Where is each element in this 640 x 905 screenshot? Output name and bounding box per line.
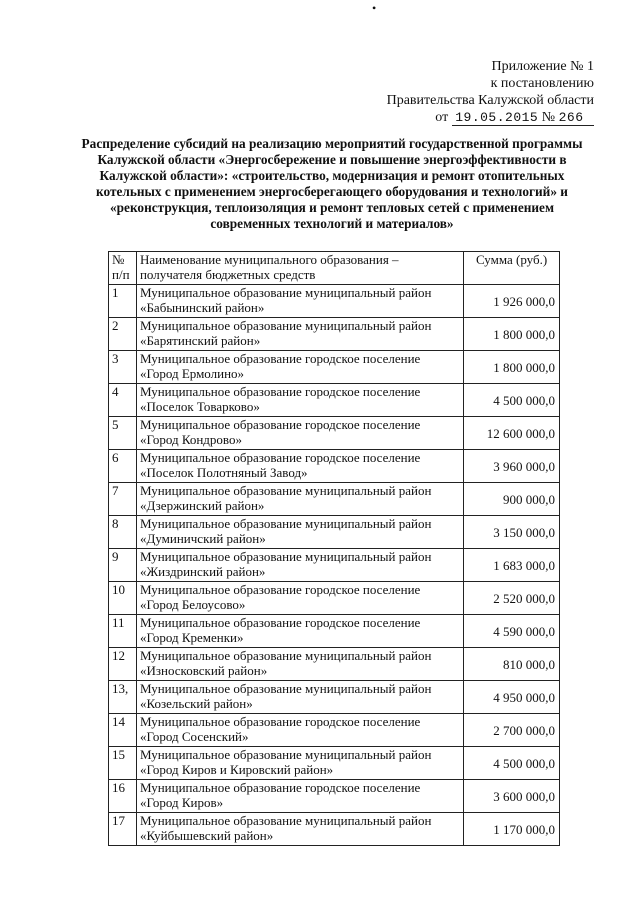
table-row [109, 813, 560, 846]
table-row [109, 351, 560, 384]
municipality-name-cell: Муниципальное образование городское поселение «Город Кременки» [136, 615, 463, 648]
row-number-cell: 15 [109, 747, 137, 780]
municipality-name-cell: Муниципальное образование муниципальный район «Дзержинский район» [136, 483, 463, 516]
subsidy-amount-cell: 4 500 000,0 [464, 384, 560, 417]
row-number-cell: 10 [109, 582, 137, 615]
municipality-name-cell: Муниципальное образование городское поселение «Город Белоусово» [136, 582, 463, 615]
annex-date-line [387, 109, 594, 126]
table-row [109, 714, 560, 747]
header-num: № п/п [109, 252, 137, 285]
row-number-cell: 2 [109, 318, 137, 351]
annex-line-3: Правительства Калужской области [386, 93, 594, 108]
table-row [109, 450, 560, 483]
table-row [109, 747, 560, 780]
municipality-name-cell: Муниципальное образование муниципальный район «Жиздринский район» [136, 549, 463, 582]
document-title: Распределение субсидий на реализацию мероприятий государственной программы Калужской области «Энергосбережение и повышение энергоэффективности в Калужской области»: «строительство, модернизация и ремонт отопительных котельных с применением энергосберегающего оборудования и технологий» и «реконструкция, теплоизоляция и ремонт тепловых сетей с применением современных технологий и материалов» [81, 136, 583, 231]
header-sum: Сумма (руб.) [464, 252, 560, 285]
subsidy-amount-cell: 12 600 000,0 [464, 417, 560, 450]
subsidy-amount-cell: 3 150 000,0 [464, 516, 560, 549]
row-number-cell: 8 [109, 516, 137, 549]
row-number-cell: 11 [109, 615, 137, 648]
table-row [109, 384, 560, 417]
row-number-cell: 13, [109, 681, 137, 714]
table-row [109, 417, 560, 450]
table-row [109, 582, 560, 615]
subsidy-amount-cell: 4 950 000,0 [464, 681, 560, 714]
table-row [109, 318, 560, 351]
table-row [109, 780, 560, 813]
decree-date: 19.05.2015 [455, 110, 539, 125]
municipality-name-cell: Муниципальное образование муниципальный район «Козельский район» [136, 681, 463, 714]
municipality-name-cell: Муниципальное образование муниципальный район «Барятинский район» [136, 318, 463, 351]
subsidy-amount-cell: 810 000,0 [464, 648, 560, 681]
row-number-cell: 7 [109, 483, 137, 516]
row-number-cell: 1 [109, 285, 137, 318]
subsidy-amount-cell: 3 960 000,0 [464, 450, 560, 483]
subsidy-amount-cell: 2 520 000,0 [464, 582, 560, 615]
annex-line-1: Приложение № 1 [491, 59, 594, 74]
row-number-cell: 16 [109, 780, 137, 813]
municipality-name-cell: Муниципальное образование городское поселение «Город Киров» [136, 780, 463, 813]
row-number-cell: 6 [109, 450, 137, 483]
row-number-cell: 12 [109, 648, 137, 681]
row-number-cell: 17 [109, 813, 137, 846]
municipality-name-cell: Муниципальное образование городское поселение «Поселок Полотняный Завод» [136, 450, 463, 483]
municipality-name-cell: Муниципальное образование муниципальный район «Куйбышевский район» [136, 813, 463, 846]
municipality-name-cell: Муниципальное образование муниципальный район «Износковский район» [136, 648, 463, 681]
subsidy-amount-cell: 1 800 000,0 [464, 351, 560, 384]
number-prefix: № [541, 110, 556, 125]
header-name: Наименование муниципального образования – получателя бюджетных средств [136, 252, 463, 285]
municipality-name-cell: Муниципальное образование муниципальный район «Город Киров и Кировский район» [136, 747, 463, 780]
table-row [109, 516, 560, 549]
annex-line-2: к постановлению [490, 76, 594, 91]
subsidy-amount-cell: 900 000,0 [464, 483, 560, 516]
table-row [109, 681, 560, 714]
subsidy-amount-cell: 4 590 000,0 [464, 615, 560, 648]
row-number-cell: 4 [109, 384, 137, 417]
subsidy-amount-cell: 1 170 000,0 [464, 813, 560, 846]
date-prefix: от [435, 110, 449, 125]
municipality-name-cell: Муниципальное образование городское поселение «Поселок Товарково» [136, 384, 463, 417]
decree-number: 266 [558, 110, 584, 125]
municipality-name-cell: Муниципальное образование городское поселение «Город Ермолино» [136, 351, 463, 384]
table-header-row [109, 252, 560, 285]
row-number-cell: 3 [109, 351, 137, 384]
table-row [109, 285, 560, 318]
subsidy-amount-cell: 2 700 000,0 [464, 714, 560, 747]
subsidy-amount-cell: 3 600 000,0 [464, 780, 560, 813]
subsidy-amount-cell: 1 926 000,0 [464, 285, 560, 318]
annex-header [387, 58, 594, 126]
municipality-name-cell: Муниципальное образование муниципальный район «Бабынинский район» [136, 285, 463, 318]
municipality-name-cell: Муниципальное образование городское поселение «Город Кондрово» [136, 417, 463, 450]
row-number-cell: 14 [109, 714, 137, 747]
table-row [109, 648, 560, 681]
municipality-name-cell: Муниципальное образование городское поселение «Город Сосенский» [136, 714, 463, 747]
subsidy-amount-cell: 1 683 000,0 [464, 549, 560, 582]
subsidy-table [108, 251, 560, 846]
row-number-cell: 9 [109, 549, 137, 582]
table-row [109, 615, 560, 648]
municipality-name-cell: Муниципальное образование муниципальный район «Думиничский район» [136, 516, 463, 549]
row-number-cell: 5 [109, 417, 137, 450]
table-row [109, 549, 560, 582]
top-mark: • [372, 1, 377, 15]
subsidy-amount-cell: 1 800 000,0 [464, 318, 560, 351]
subsidy-amount-cell: 4 500 000,0 [464, 747, 560, 780]
table-row [109, 483, 560, 516]
